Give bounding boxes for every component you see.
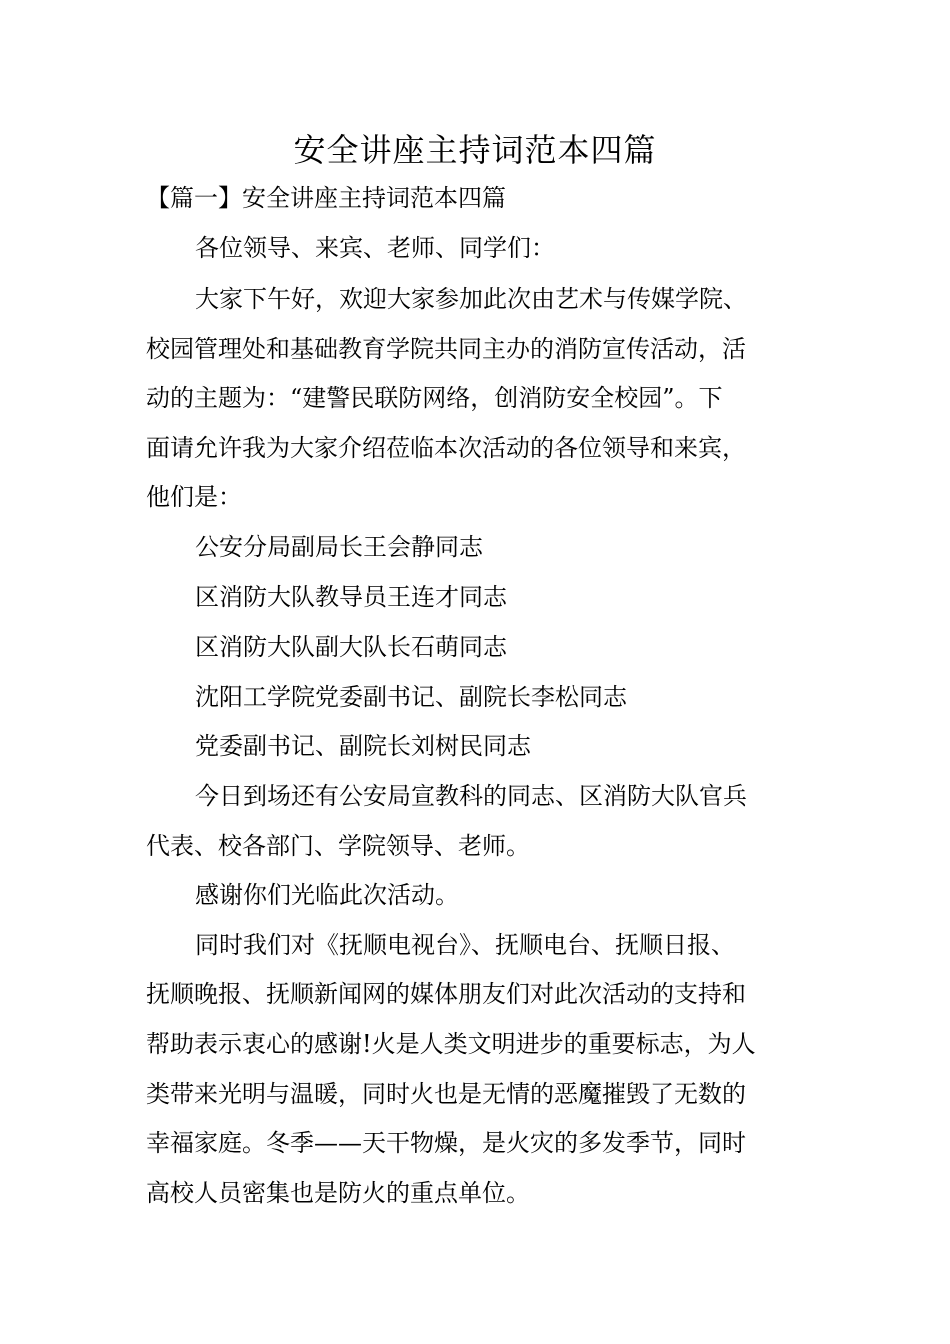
paragraph-line: 大家下午好，欢迎大家参加此次由艺术与传媒学院、 <box>195 285 747 313</box>
document-title: 安全讲座主持词范本四篇 <box>293 131 657 169</box>
paragraph-line: 感谢你们光临此次活动。 <box>195 881 459 909</box>
guest-list-item: 区消防大队教导员王连才同志 <box>195 583 507 611</box>
guest-list-item: 党委副书记、副院长刘树民同志 <box>195 732 531 760</box>
paragraph-line: 高校人员密集也是防火的重点单位。 <box>146 1179 530 1207</box>
paragraph-line: 抚顺晚报、抚顺新闻网的媒体朋友们对此次活动的支持和 <box>146 980 746 1008</box>
paragraph-line: 幸福家庭。冬季——天干物燥，是火灾的多发季节，同时 <box>146 1129 746 1157</box>
paragraph-line: 类带来光明与温暖，同时火也是无情的恶魔摧毁了无数的 <box>146 1080 746 1108</box>
guest-list-item: 区消防大队副大队长石萌同志 <box>195 633 507 661</box>
section-heading: 【篇一】安全讲座主持词范本四篇 <box>146 184 506 212</box>
paragraph-line: 代表、校各部门、学院领导、老师。 <box>146 832 530 860</box>
paragraph-line: 面请允许我为大家介绍莅临本次活动的各位领导和来宾， <box>146 434 746 462</box>
paragraph-line: 动的主题为：“建警民联防网络，创消防安全校园”。下 <box>146 384 723 412</box>
guest-list-item: 沈阳工学院党委副书记、副院长李松同志 <box>195 683 627 711</box>
paragraph-line: 校园管理处和基础教育学院共同主办的消防宣传活动，活 <box>146 335 746 363</box>
paragraph-line: 同时我们对《抚顺电视台》、抚顺电台、抚顺日报、 <box>195 931 735 959</box>
paragraph-line: 帮助表示衷心的感谢!火是人类文明进步的重要标志，为人 <box>146 1030 756 1058</box>
paragraph-line: 他们是： <box>146 483 242 511</box>
paragraph-line: 各位领导、来宾、老师、同学们： <box>195 234 555 262</box>
guest-list-item: 公安分局副局长王会静同志 <box>195 533 483 561</box>
paragraph-line: 今日到场还有公安局宣教科的同志、区消防大队官兵 <box>195 782 747 810</box>
